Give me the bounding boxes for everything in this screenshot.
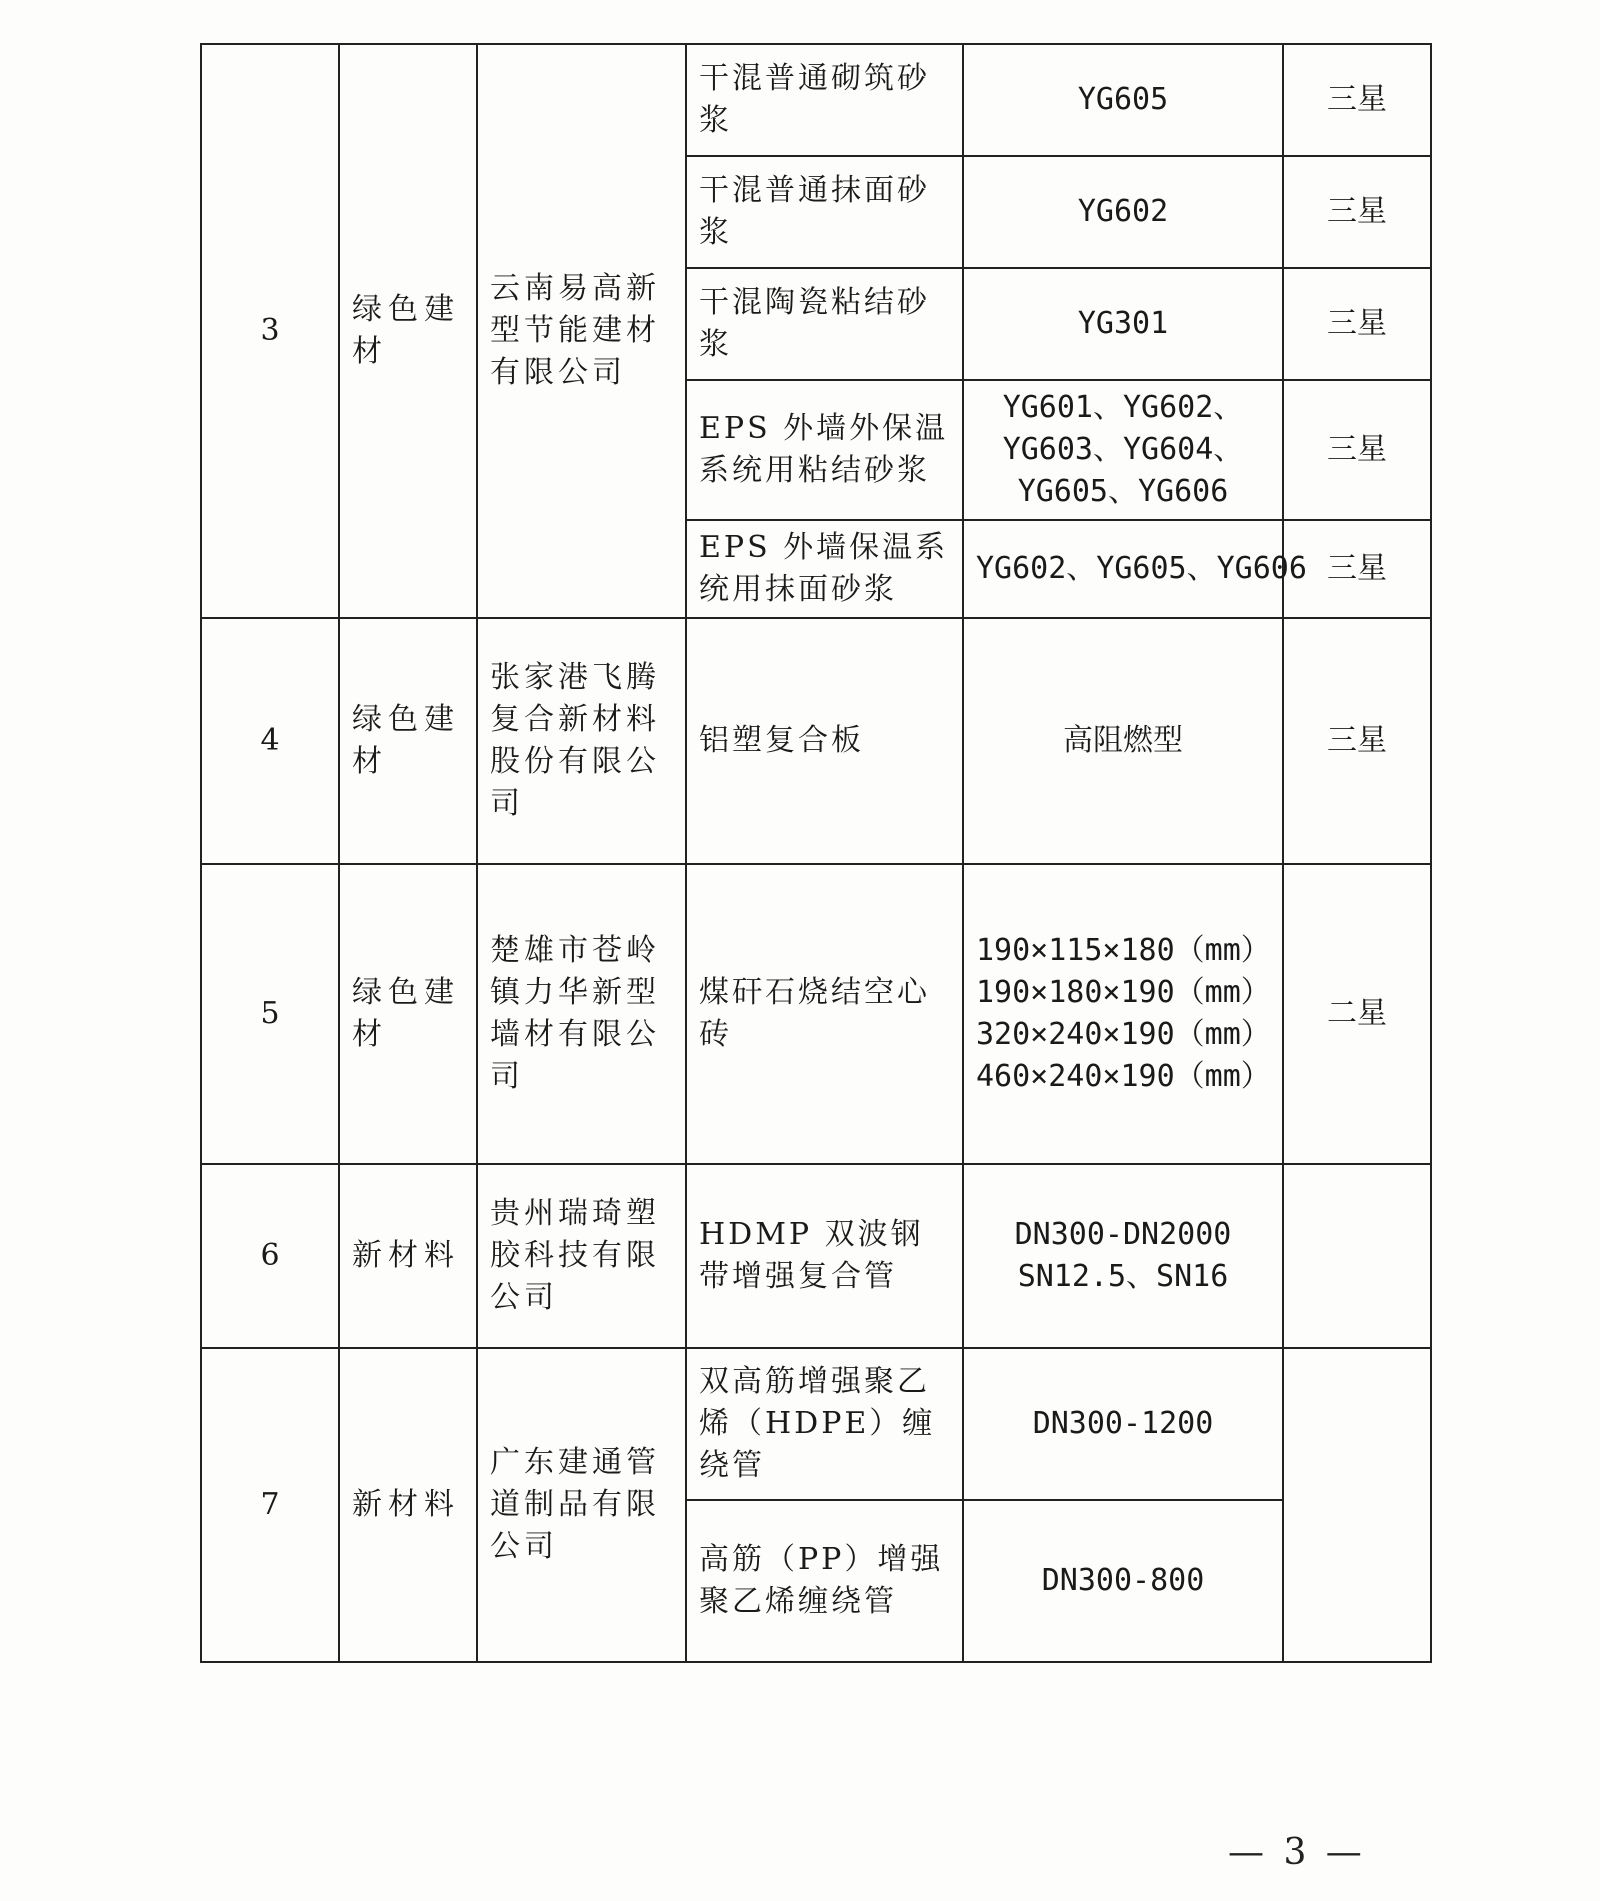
product-cell: 干混普通砌筑砂浆: [686, 44, 963, 156]
row-number: 5: [201, 864, 339, 1164]
spec-cell: [963, 520, 1307, 618]
company-cell: 张家港飞腾复合新材料股份有限公司: [477, 618, 686, 864]
page-number: — 3 —: [1228, 1832, 1366, 1873]
table-row: [201, 44, 1431, 156]
spec-line: 190×180×190（mm）: [976, 975, 1271, 1010]
spec-line: YG603、YG604、: [1002, 432, 1244, 467]
product-cell: 铝塑复合板: [686, 618, 963, 864]
product-cell: 双高筋增强聚乙烯（HDPE）缠绕管: [686, 1348, 963, 1500]
spec-line: 高阻燃型: [1063, 723, 1183, 758]
spec-line: DN300-1200: [1032, 1406, 1214, 1441]
spec-line: SN12.5、SN16: [1017, 1259, 1229, 1294]
spec-line: DN300-800: [1041, 1563, 1205, 1598]
row-number: 6: [201, 1164, 339, 1348]
star-rating-cell: [1283, 1164, 1431, 1348]
spec-line: 460×240×190（mm）: [976, 1059, 1271, 1094]
product-cell: HDMP 双波钢带增强复合管: [686, 1164, 963, 1348]
star-rating-cell: [1283, 1348, 1431, 1662]
product-cell: EPS 外墙保温系统用抹面砂浆: [686, 520, 963, 618]
category-cell: 新材料: [339, 1348, 477, 1662]
company-cell: 贵州瑞琦塑胶科技有限公司: [477, 1164, 686, 1348]
spec-line: 320×240×190（mm）: [976, 1017, 1271, 1052]
spec-line: YG602: [1077, 194, 1169, 229]
category-cell: 绿色建材: [339, 44, 477, 618]
spec-cell: [963, 156, 1283, 268]
spec-line: YG605: [1077, 82, 1169, 117]
spec-cell: [963, 1500, 1283, 1662]
company-cell: 楚雄市苍岭镇力华新型墙材有限公司: [477, 864, 686, 1164]
product-cell: 干混陶瓷粘结砂浆: [686, 268, 963, 380]
spec-cell: [963, 44, 1283, 156]
category-cell: 绿色建材: [339, 618, 477, 864]
row-number: 4: [201, 618, 339, 864]
row-number: 3: [201, 44, 339, 618]
spec-cell: [963, 1348, 1283, 1500]
spec-line: YG602、YG605、YG606: [976, 551, 1307, 586]
spec-line: YG605、YG606: [1017, 474, 1229, 509]
spec-cell: [963, 864, 1283, 1164]
product-cell: 煤矸石烧结空心砖: [686, 864, 963, 1164]
spec-line: DN300-DN2000: [1014, 1217, 1232, 1252]
spec-line: 190×115×180（mm）: [976, 933, 1271, 968]
spec-cell: [963, 618, 1283, 864]
star-rating-cell: 三星: [1283, 268, 1431, 380]
star-rating-cell: 三星: [1283, 156, 1431, 268]
table-row: [201, 1348, 1431, 1500]
certification-table: [200, 43, 1432, 1663]
table-row: [201, 1164, 1431, 1348]
product-cell: EPS 外墙外保温系统用粘结砂浆: [686, 380, 963, 520]
category-cell: 新材料: [339, 1164, 477, 1348]
row-number: 7: [201, 1348, 339, 1662]
star-rating-cell: 三星: [1283, 44, 1431, 156]
spec-cell: [963, 380, 1283, 520]
company-cell: 云南易高新型节能建材有限公司: [477, 44, 686, 618]
star-rating-cell: 三星: [1283, 380, 1431, 520]
category-cell: 绿色建材: [339, 864, 477, 1164]
spec-cell: [963, 268, 1283, 380]
star-rating-cell: 二星: [1283, 864, 1431, 1164]
star-rating-cell: 三星: [1283, 618, 1431, 864]
spec-cell: [963, 1164, 1283, 1348]
spec-line: YG301: [1077, 306, 1169, 341]
product-cell: 干混普通抹面砂浆: [686, 156, 963, 268]
star-rating-cell: 三星: [1283, 520, 1431, 618]
product-cell: 高筋（PP）增强聚乙烯缠绕管: [686, 1500, 963, 1662]
spec-line: YG601、YG602、: [1002, 390, 1244, 425]
company-cell: 广东建通管道制品有限公司: [477, 1348, 686, 1662]
table-row: [201, 864, 1431, 1164]
table-row: [201, 618, 1431, 864]
